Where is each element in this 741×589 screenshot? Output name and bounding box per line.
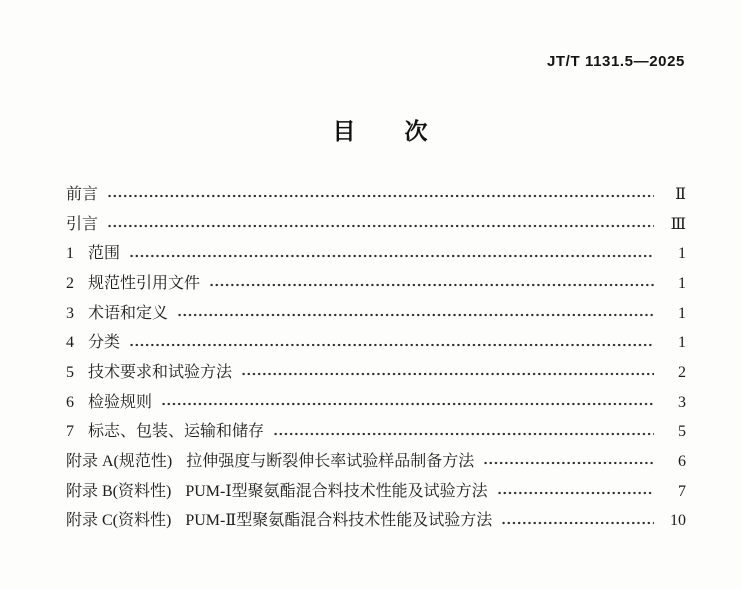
dot-leader [497, 477, 654, 507]
toc-entry-label: 标志、包装、运输和储存 [88, 423, 265, 441]
toc-entry [66, 418, 686, 448]
dot-leader [241, 358, 654, 388]
toc-entry-label: 拉伸强度与断裂伸长率试验样品制备方法 [186, 453, 475, 471]
toc-entry-number: 1 [66, 245, 74, 263]
toc-entry [66, 180, 686, 210]
toc-entry-label: 规范性引用文件 [88, 274, 201, 292]
toc-entry [66, 507, 686, 537]
toc-entry-number: 4 [66, 334, 74, 352]
toc-entry-label: PUM-Ⅱ型聚氨酯混合料技术性能及试验方法 [185, 512, 493, 530]
toc-entry-number: 附录 B(资料性) [66, 482, 172, 500]
toc-entry-page: 6 [678, 453, 686, 471]
dot-leader [107, 180, 654, 210]
toc-entry-label: 检验规则 [88, 393, 153, 411]
toc-entry [66, 269, 686, 299]
dot-leader [129, 328, 654, 358]
toc-entry-label: 引言 [66, 215, 99, 233]
toc-entry-label: PUM-Ⅰ型聚氨酯混合料技术性能及试验方法 [185, 482, 488, 500]
toc-entry-number: 3 [66, 304, 74, 322]
dot-leader [273, 418, 654, 448]
toc-entry-page: 10 [670, 512, 686, 530]
toc-entry-number: 5 [66, 363, 74, 381]
toc-entry [66, 477, 686, 507]
toc-entry-page: 3 [678, 393, 686, 411]
toc-entry-number: 附录 C(资料性) [66, 512, 172, 530]
toc-entry-label: 分类 [88, 334, 121, 352]
toc-entry [66, 447, 686, 477]
dot-leader [161, 388, 654, 418]
toc-entry-page: Ⅲ [670, 215, 686, 233]
toc-entry [66, 210, 686, 240]
toc-entry [66, 299, 686, 329]
toc-entry-number: 6 [66, 393, 74, 411]
dot-leader [177, 299, 654, 329]
toc-entry-number: 2 [66, 274, 74, 292]
toc-entry [66, 358, 686, 388]
toc-entry [66, 388, 686, 418]
toc-entry-page: 1 [678, 274, 686, 292]
toc-entry-page: 7 [678, 482, 686, 500]
toc-entry-label: 范围 [88, 245, 121, 263]
standard-number: JT/T 1131.5—2025 [546, 53, 685, 70]
dot-leader [501, 507, 654, 537]
toc-entry-label: 术语和定义 [88, 304, 169, 322]
toc-entry [66, 328, 686, 358]
dot-leader [129, 239, 654, 269]
toc-entry-page: 1 [678, 334, 686, 352]
toc-entry-page: 1 [678, 304, 686, 322]
toc-entry-number: 7 [66, 423, 74, 441]
page-title: 目 次 [332, 118, 429, 144]
toc-entry-page: Ⅱ [675, 185, 686, 203]
dot-leader [209, 269, 654, 299]
dot-leader [483, 447, 654, 477]
toc-entry-label: 前言 [66, 185, 99, 203]
toc-entry-page: 2 [678, 363, 686, 381]
toc-entry-page: 1 [678, 245, 686, 263]
dot-leader [107, 210, 654, 240]
toc-entry-number: 附录 A(规范性) [66, 453, 173, 471]
toc-entry-page: 5 [678, 423, 686, 441]
table-of-contents [66, 180, 686, 536]
toc-entry [66, 239, 686, 269]
toc-entry-label: 技术要求和试验方法 [88, 363, 233, 381]
